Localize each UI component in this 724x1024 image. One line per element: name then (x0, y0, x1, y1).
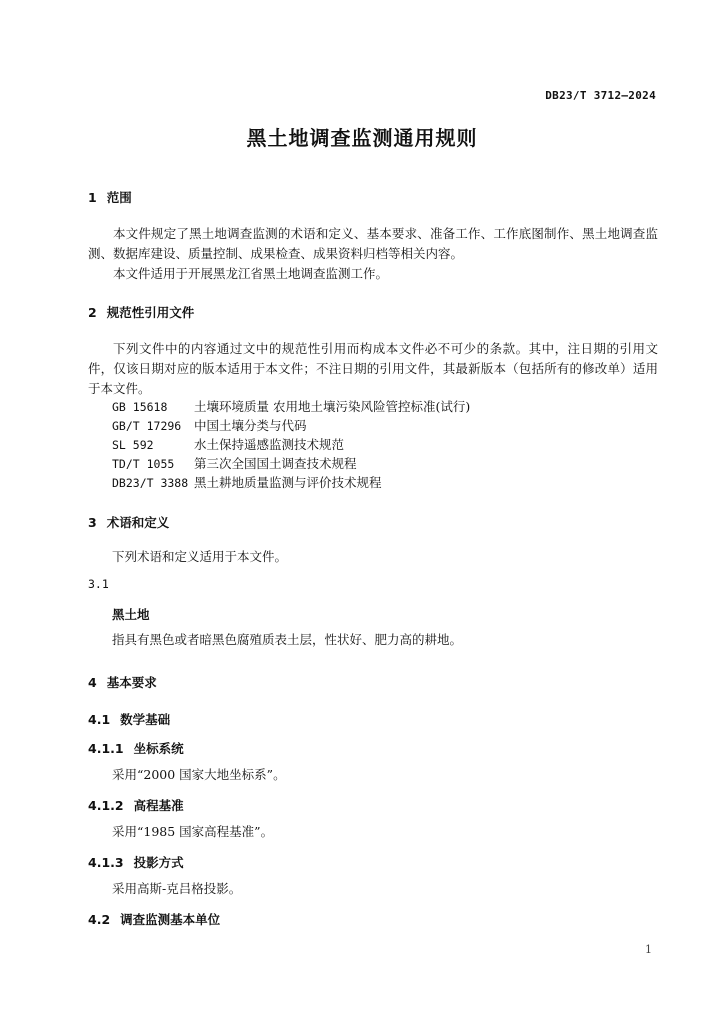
section-title: 规范性引用文件 (106, 305, 195, 320)
section-3-heading (88, 513, 169, 531)
standard-number: DB23/T 3712—2024 (545, 89, 656, 102)
reference-row (112, 473, 382, 491)
section-title: 范围 (106, 190, 132, 205)
reference-code: DB23/T 3388 (112, 476, 189, 490)
section-title: 数学基础 (120, 712, 171, 727)
reference-title: 黑土耕地质量监测与评价技术规程 (194, 475, 382, 490)
page-number: 1 (645, 943, 652, 956)
section-1-heading (88, 188, 132, 206)
section-title: 高程基准 (133, 798, 184, 813)
reference-title: 中国土壤分类与代码 (194, 418, 307, 433)
section-4-heading (88, 673, 157, 691)
term-number: 3.1 (88, 577, 109, 591)
section-title: 调查监测基本单位 (120, 912, 221, 927)
section-number: 4.1 (88, 712, 111, 727)
section-number: 4.1.2 (88, 798, 124, 813)
section-number: 4 (88, 675, 97, 690)
reference-title: 水土保持遥感监测技术规范 (194, 437, 345, 452)
section-title: 基本要求 (106, 675, 157, 690)
reference-row (112, 454, 357, 472)
reference-code: SL 592 (112, 438, 154, 452)
section-2-paragraph-1: 下列文件中的内容通过文中的规范性引用而构成本文件必不可少的条款。其中，注日期的引用文件，仅该日期对应的版本适用于本文件；不注日期的引用文件，其最新版本（包括所有的修改单）适用于本文件。 (88, 341, 658, 396)
section-number: 4.2 (88, 912, 111, 927)
section-1-paragraph-1: 本文件规定了黑土地调查监测的术语和定义、基本要求、准备工作、工作底图制作、黑土地调查监测、数据库建设、质量控制、成果检查、成果资料归档等相关内容。 (88, 226, 658, 261)
section-number: 4.1.1 (88, 741, 124, 756)
reference-row (112, 416, 307, 434)
reference-title: 第三次全国国土调查技术规程 (194, 456, 357, 471)
section-title: 坐标系统 (133, 741, 184, 756)
reference-row (112, 397, 470, 415)
reference-title: 土壤环境质量 农用地土壤污染风险管控标准(试行) (194, 399, 471, 414)
reference-code: TD/T 1055 (112, 457, 175, 471)
section-number: 3 (88, 515, 97, 530)
subsection-4-1-1-heading (88, 739, 184, 757)
section-number: 4.1.3 (88, 855, 124, 870)
subsection-4-1-2-text: 采用“1985 国家高程基准”。 (112, 824, 274, 839)
section-3-intro: 下列术语和定义适用于本文件。 (112, 549, 288, 564)
document-title: 黑土地调查监测通用规则 (246, 126, 478, 150)
subsection-4-2-heading (88, 910, 220, 928)
reference-code: GB 15618 (112, 400, 168, 414)
reference-row (112, 435, 344, 453)
subsection-4-1-3-text: 采用高斯-克吕格投影。 (112, 881, 242, 896)
section-title: 术语和定义 (106, 515, 170, 530)
section-number: 1 (88, 190, 97, 205)
term-name: 黑土地 (112, 607, 150, 622)
term-definition: 指具有黑色或者暗黑色腐殖质表土层，性状好、肥力高的耕地。 (112, 632, 463, 647)
reference-code: GB/T 17296 (112, 419, 182, 433)
subsection-4-1-3-heading (88, 853, 184, 871)
section-title: 投影方式 (133, 855, 184, 870)
section-1-paragraph-2: 本文件适用于开展黑龙江省黑土地调查监测工作。 (113, 266, 389, 281)
subsection-4-1-1-text: 采用“2000 国家大地坐标系”。 (112, 767, 286, 782)
section-2-heading (88, 303, 194, 321)
subsection-4-1-2-heading (88, 796, 184, 814)
subsection-4-1-heading (88, 710, 170, 728)
section-number: 2 (88, 305, 97, 320)
